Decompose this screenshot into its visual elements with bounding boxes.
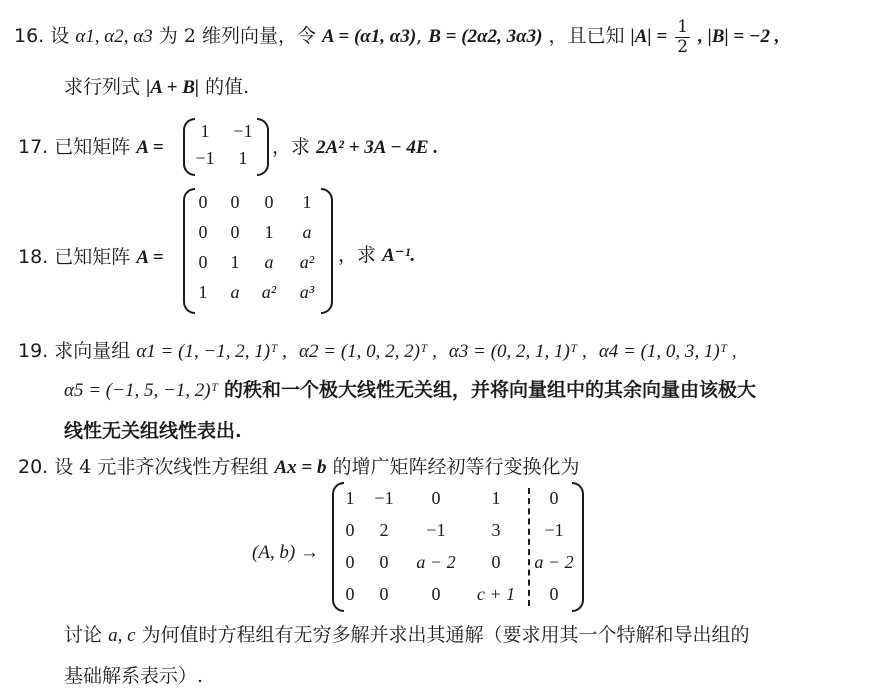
- matrix-cell: 1: [200, 121, 210, 141]
- matrix-cell: 0: [264, 192, 274, 212]
- problem-text: 线性无关组线性表出.: [64, 420, 242, 442]
- matrix-cell: 1: [198, 282, 208, 302]
- problem-20-line1: [18, 456, 580, 480]
- matrix-lhs: A =: [136, 247, 164, 268]
- fraction-denominator: 2: [677, 36, 689, 57]
- problem-number: 17.: [18, 136, 49, 158]
- matrix-lhs: A =: [136, 137, 164, 158]
- right-paren: [321, 188, 333, 314]
- problem-17-line: [18, 136, 164, 160]
- problem-text: ，且已知: [548, 25, 625, 48]
- matrix-cell: a²: [299, 252, 315, 272]
- matrix-cell: −1: [374, 488, 394, 508]
- problem-16-line2: [64, 76, 249, 100]
- matrix-cell: 0: [345, 520, 355, 540]
- problem-20-line3: [64, 665, 203, 688]
- matrix-cell: a²: [261, 282, 277, 302]
- matrix-cell: 1: [491, 488, 501, 508]
- matrix-cell: 0: [198, 252, 208, 272]
- matrix-cell: 0: [345, 552, 355, 572]
- matrix-cell: a: [230, 282, 240, 302]
- matrix-cell: 1: [302, 192, 312, 212]
- augmented-divider: [528, 488, 530, 606]
- matrix-cell: 0: [198, 192, 208, 212]
- matrix-cell: −1: [544, 520, 564, 540]
- vector-list: α1, α2, α3: [75, 26, 153, 48]
- problem-16-line1: 16. 设 α1, α2, α3 为 2 维列向量，令 A = (α1, α3), B = (2α2, 3α3) ，且已知 |A| = $\frac{1}{2}$ , |B| = −2 ,: [14, 17, 780, 57]
- matrix-18: [183, 188, 333, 314]
- equation: Ax = b: [274, 457, 327, 478]
- matrix-cell: 1: [345, 488, 355, 508]
- left-paren: [183, 188, 195, 314]
- problem-text: 设: [50, 25, 70, 48]
- problem-19-line3: [64, 420, 242, 443]
- problem-19-line1: [18, 340, 737, 364]
- problem-text: ，求: [272, 136, 311, 158]
- problem-text: 的秩和一个极大线性无关组，并将向量组中的其余向量由该极大: [223, 379, 756, 401]
- problem-text: 为 2 维列向量，令: [158, 25, 316, 48]
- matrix-cell: a³: [299, 282, 315, 302]
- augmented-matrix: [332, 482, 584, 612]
- matrix-cell: −1: [426, 520, 446, 540]
- matrix-cell: c + 1: [476, 584, 516, 604]
- left-paren: [183, 118, 195, 176]
- problem-text: 讨论: [64, 624, 103, 646]
- matrix-cell: 3: [491, 520, 501, 540]
- matrix-cell: 1: [264, 222, 274, 242]
- problem-text: 已知矩阵: [54, 246, 131, 268]
- matrix-cell: a: [264, 252, 274, 272]
- vector-alpha-2: α2 = (1, 0, 2, 2)ᵀ ,: [299, 341, 437, 362]
- fraction-one-half: [675, 18, 690, 56]
- matrix-cell: 0: [549, 488, 559, 508]
- matrix-cell: 0: [230, 222, 240, 242]
- determinant-b: , |B| = −2 ,: [698, 26, 780, 48]
- matrix-inverse: A⁻¹.: [382, 245, 416, 266]
- matrix-cell: 0: [198, 222, 208, 242]
- augmented-label: (A, b) →: [252, 542, 320, 563]
- problem-text: 已知矩阵: [54, 136, 131, 158]
- matrix-cell: 1: [230, 252, 240, 272]
- vector-alpha-1: α1 = (1, −1, 2, 1)ᵀ ,: [136, 341, 287, 362]
- right-paren: [257, 118, 269, 176]
- matrix-cell: 0: [431, 584, 441, 604]
- matrix-cell: 0: [431, 488, 441, 508]
- matrix-17: [183, 118, 269, 176]
- matrix-cell: 0: [230, 192, 240, 212]
- matrix-cell: a: [302, 222, 312, 242]
- problem-text: 求向量组: [54, 340, 131, 362]
- problem-18-ask: [338, 244, 415, 268]
- problem-number: 19.: [18, 340, 49, 362]
- problem-number: 20.: [18, 456, 49, 478]
- matrix-cell: a − 2: [534, 552, 574, 572]
- problem-number: 16.: [14, 25, 45, 48]
- vector-alpha-3: α3 = (0, 2, 1, 1)ᵀ ,: [448, 341, 587, 362]
- matrix-cell: 0: [549, 584, 559, 604]
- left-paren: [332, 482, 344, 612]
- problem-18-line: [18, 246, 164, 270]
- matrix-cell: 0: [379, 552, 389, 572]
- vector-alpha-4: α4 = (1, 0, 3, 1)ᵀ ,: [598, 341, 737, 362]
- matrix-cell: 0: [345, 584, 355, 604]
- problem-text: 设 4 元非齐次线性方程组: [54, 456, 269, 478]
- problem-text: 为何值时方程组有无穷多解并求出其通解（要求用其一个特解和导出组的: [141, 624, 750, 646]
- augmented-lhs: [252, 541, 319, 565]
- vector-alpha-5: α5 = (−1, 5, −1, 2)ᵀ: [64, 380, 218, 401]
- matrix-cell: 0: [491, 552, 501, 572]
- matrix-b-definition: B = (2α2, 3α3): [428, 26, 543, 48]
- parameters: a, c: [108, 625, 136, 646]
- fraction-numerator: 1: [677, 17, 689, 37]
- determinant-expression: |A + B|: [146, 77, 200, 98]
- right-paren: [572, 482, 584, 612]
- problem-text: 求行列式: [64, 76, 141, 98]
- problem-20-line2: [64, 624, 750, 648]
- determinant-a: |A| =: [630, 26, 668, 48]
- problem-text: 的值.: [205, 76, 250, 98]
- problem-19-line2: [64, 379, 756, 403]
- matrix-cell: 1: [238, 148, 248, 168]
- matrix-a-definition: A = (α1, α3): [322, 26, 417, 48]
- problem-text: 基础解系表示）.: [64, 665, 204, 687]
- problem-text: 的增广矩阵经初等行变换化为: [332, 456, 580, 478]
- matrix-cell: −1: [233, 121, 253, 141]
- matrix-expression: 2A² + 3A − 4E .: [316, 137, 439, 158]
- matrix-cell: a − 2: [416, 552, 456, 572]
- matrix-cell: 2: [379, 520, 389, 540]
- problem-number: 18.: [18, 246, 49, 268]
- matrix-cell: −1: [195, 148, 215, 168]
- problem-17-ask: [272, 136, 438, 160]
- problem-text: ，求: [338, 244, 377, 266]
- matrix-cell: 0: [379, 584, 389, 604]
